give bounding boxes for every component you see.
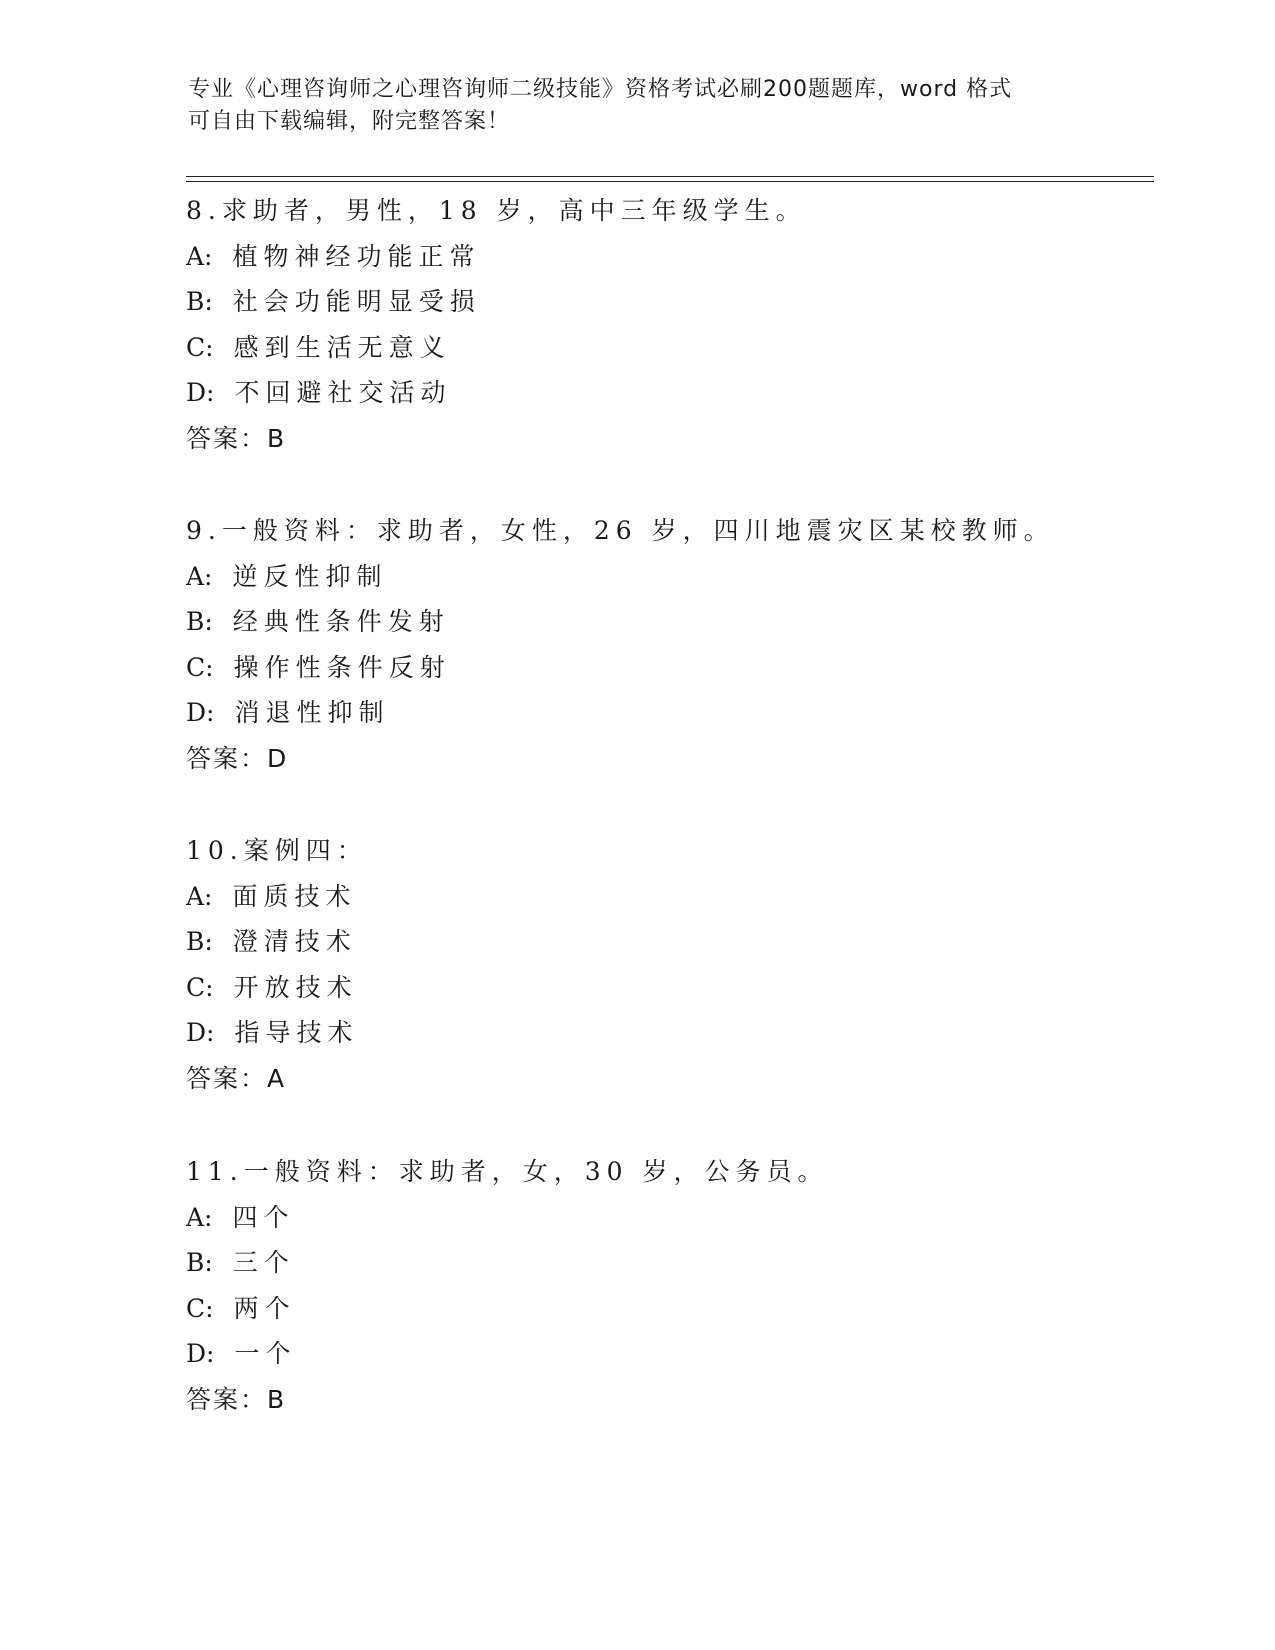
option-text: 植物神经功能正常 — [232, 241, 481, 271]
option-key: D: — [186, 1339, 215, 1368]
option-text: 指导技术 — [234, 1018, 359, 1047]
question-9 — [186, 516, 1146, 789]
option-text: 操作性条件反射 — [233, 652, 451, 682]
option-key: B: — [186, 607, 213, 636]
option-b — [186, 287, 1146, 333]
option-text: 面质技术 — [232, 881, 357, 911]
option-text: 一个 — [234, 1339, 297, 1368]
option-c — [186, 973, 1146, 1019]
option-key: B: — [186, 927, 213, 956]
option-text: 逆反性抑制 — [232, 561, 388, 591]
option-a — [186, 562, 1146, 608]
document-header — [188, 74, 1068, 138]
option-b — [186, 927, 1146, 973]
question-title: 11.一般资料：求助者，女，30 岁，公务员。 — [186, 1157, 829, 1186]
header-divider-top — [186, 176, 1154, 177]
question-title: 10.案例四： — [186, 836, 368, 865]
option-key: A: — [186, 241, 213, 271]
option-key: D: — [186, 1018, 215, 1047]
option-b — [186, 1248, 1146, 1294]
option-text: 澄清技术 — [232, 927, 357, 956]
option-c — [186, 1294, 1146, 1340]
option-b — [186, 607, 1146, 653]
question-10 — [186, 836, 1146, 1109]
option-c — [186, 653, 1146, 699]
option-key: A: — [186, 1202, 213, 1232]
header-line-1: 专业《心理咨询师之心理咨询师二级技能》资格考试必刷200题题库，word 格式 — [188, 77, 1013, 102]
option-text: 消退性抑制 — [234, 698, 390, 727]
answer-line: 答案：B — [186, 1384, 287, 1414]
option-text: 三个 — [232, 1248, 295, 1277]
question-title: 9.一般资料：求助者，女性，26 岁，四川地震灾区某校教师。 — [186, 516, 1055, 545]
header-line-2: 可自由下载编辑，附完整答案！ — [188, 109, 511, 134]
option-key: A: — [186, 561, 213, 591]
question-title: 8.求助者，男性，18 岁，高中三年级学生。 — [186, 196, 807, 225]
option-key: A: — [186, 881, 213, 911]
answer-line: 答案：A — [186, 1063, 287, 1093]
question-11 — [186, 1157, 1146, 1430]
option-d — [186, 698, 1146, 744]
header-divider-bottom — [186, 181, 1154, 182]
option-c — [186, 333, 1146, 379]
option-key: B: — [186, 1248, 213, 1277]
option-text: 两个 — [233, 1293, 296, 1323]
option-text: 社会功能明显受损 — [232, 287, 481, 316]
option-key: C: — [186, 972, 214, 1002]
option-text: 经典性条件发射 — [232, 607, 450, 636]
option-key: B: — [186, 287, 213, 316]
option-text: 不回避社交活动 — [234, 378, 452, 407]
option-key: C: — [186, 1293, 214, 1323]
option-d — [186, 378, 1146, 424]
option-d — [186, 1339, 1146, 1385]
option-d — [186, 1018, 1146, 1064]
option-a — [186, 242, 1146, 288]
answer-line: 答案：D — [186, 743, 289, 773]
option-text: 开放技术 — [233, 972, 358, 1002]
option-key: C: — [186, 332, 214, 362]
option-a — [186, 1203, 1146, 1249]
question-8 — [186, 196, 1146, 469]
option-text: 感到生活无意义 — [233, 332, 451, 362]
option-key: D: — [186, 698, 215, 727]
answer-line: 答案：B — [186, 423, 287, 453]
option-text: 四个 — [232, 1202, 295, 1232]
option-key: C: — [186, 652, 214, 682]
option-a — [186, 882, 1146, 928]
option-key: D: — [186, 378, 215, 407]
